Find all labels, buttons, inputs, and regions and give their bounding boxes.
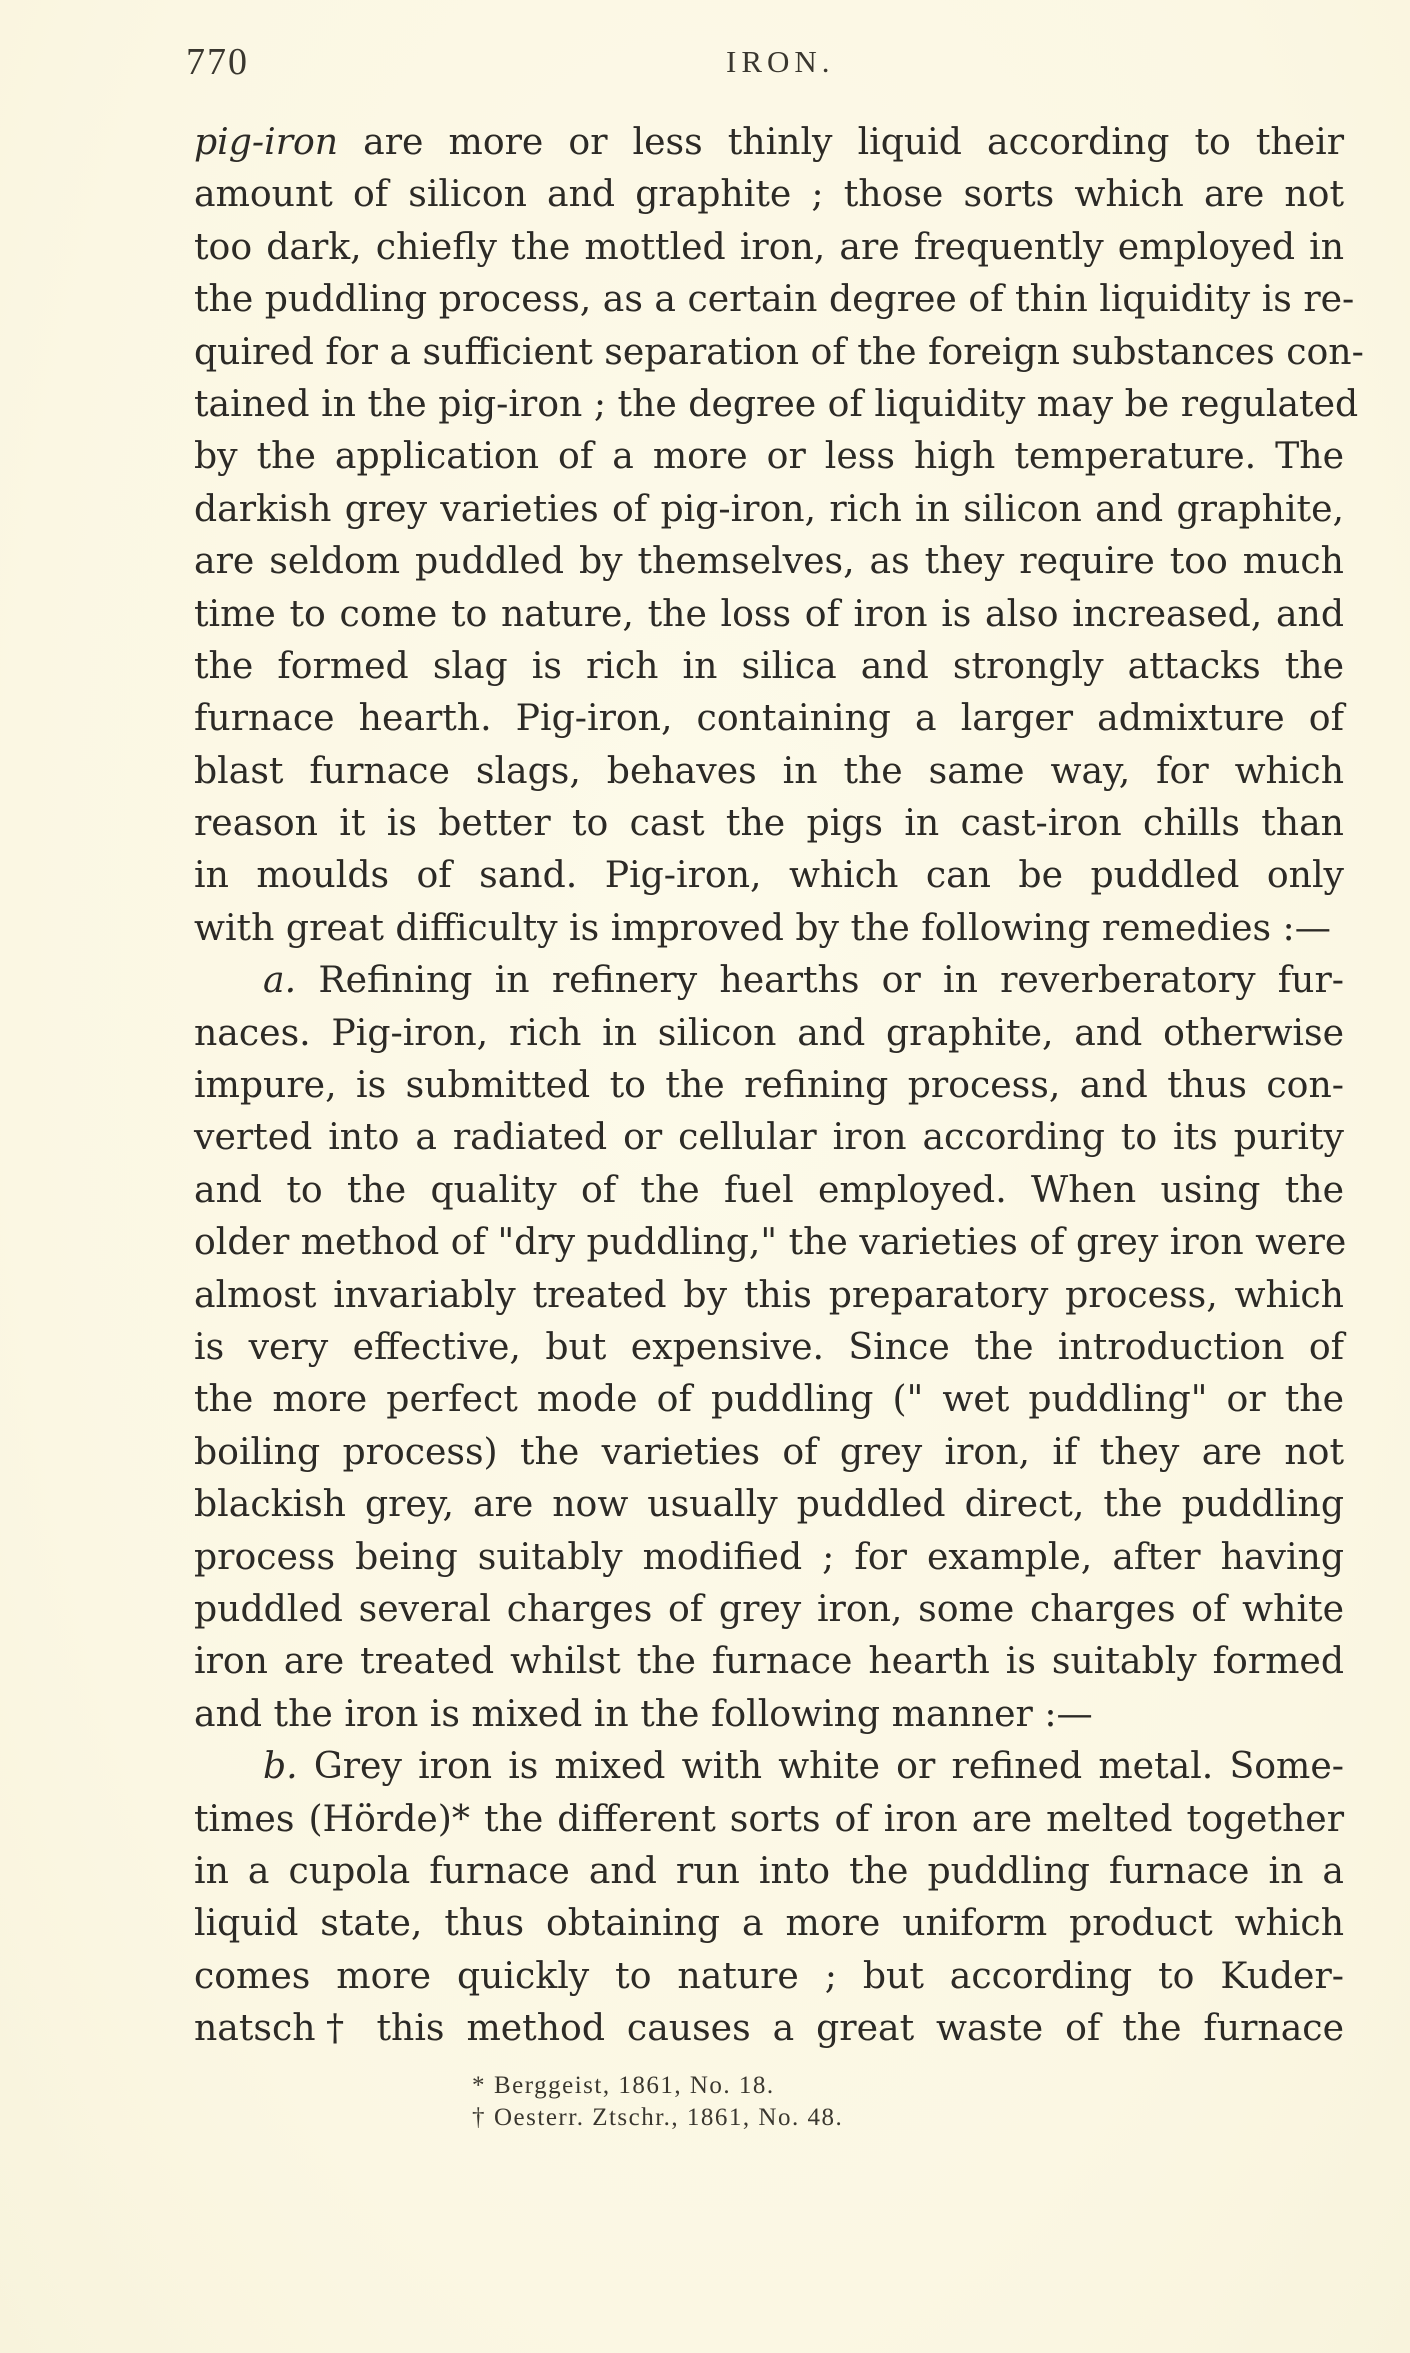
footnote: [472, 2070, 1172, 2102]
line-text: furnace hearth. Pig-iron, containing a larger admixture of: [194, 696, 1344, 740]
line-text: tained in the pig-iron ; the degree of liquidity may be regulated: [194, 381, 1359, 425]
text-line: [194, 1111, 1344, 1163]
footnote-text: Oesterr. Ztschr., 1861, No. 48.: [494, 2104, 844, 2131]
line-text: process being suitably modified ; for example, after having: [194, 1534, 1344, 1578]
text-line: [194, 535, 1344, 587]
text-line: [194, 221, 1344, 273]
italic-lead: b.: [263, 1744, 298, 1788]
footnote: [472, 2102, 1172, 2134]
text-line: [194, 1635, 1344, 1687]
line-text: comes more quickly to nature ; but according to Kuder-: [194, 1953, 1344, 1997]
text-line: [194, 1688, 1344, 1740]
line-text: and the iron is mixed in the following manner :—: [194, 1691, 1093, 1735]
text-line: [194, 1950, 1344, 2002]
body-text: [194, 116, 1364, 2054]
text-line: [194, 954, 1344, 1006]
text-line: [194, 1897, 1344, 1949]
text-line: [194, 902, 1344, 954]
line-text: by the application of a more or less high temperature. The: [194, 434, 1344, 478]
text-line: [194, 797, 1344, 849]
line-text: is very effective, but expensive. Since the introduction of: [194, 1324, 1344, 1368]
page-header: [186, 40, 1346, 90]
line-text: older method of "dry puddling," the varieties of grey iron were: [194, 1220, 1347, 1264]
line-text: quired for a sufficient separation of the foreign substances con-: [194, 329, 1364, 373]
line-text: boiling process) the varieties of grey iron, if they are not: [194, 1429, 1344, 1473]
text-line: [194, 326, 1364, 378]
italic-lead: a.: [263, 958, 297, 1002]
text-line: [194, 1426, 1344, 1478]
text-line: [194, 2002, 1344, 2054]
text-line: [194, 588, 1344, 640]
footnote-mark: †: [472, 2104, 486, 2131]
line-text: verted into a radiated or cellular iron according to its purity: [194, 1115, 1344, 1159]
line-text: reason it is better to cast the pigs in cast-iron chills than: [194, 801, 1344, 845]
text-line: [194, 378, 1359, 430]
line-text: amount of silicon and graphite ; those sorts which are not: [194, 172, 1344, 216]
text-line: [194, 1740, 1344, 1792]
text-line: [194, 745, 1344, 797]
line-text: darkish grey varieties of pig-iron, rich in silicon and graphite,: [194, 486, 1344, 530]
line-text: time to come to nature, the loss of iron is also increased, and: [194, 591, 1344, 635]
running-head: IRON.: [726, 44, 835, 79]
italic-lead: pig-iron: [194, 120, 339, 163]
footnote-mark: *: [472, 2072, 486, 2099]
line-text: and to the quality of the fuel employed. When using the: [194, 1167, 1344, 1211]
line-text: the formed slag is rich in silica and strongly attacks the: [194, 643, 1344, 687]
line-text: iron are treated whilst the furnace hearth is suitably formed: [194, 1639, 1344, 1683]
text-line: [194, 692, 1344, 744]
text-line: [194, 849, 1344, 901]
text-line: [194, 168, 1344, 220]
text-line: [194, 1583, 1344, 1635]
line-text: impure, is submitted to the refining process, and thus con-: [194, 1063, 1344, 1107]
line-text: Grey iron is mixed with white or refined metal. Some-: [297, 1744, 1344, 1788]
text-line: [194, 1793, 1344, 1845]
text-line: [194, 116, 1344, 168]
line-text: almost invariably treated by this preparatory process, which: [194, 1272, 1344, 1316]
text-line: [194, 1007, 1344, 1059]
line-text: puddled several charges of grey iron, some charges of white: [194, 1586, 1344, 1630]
text-line: [194, 1216, 1347, 1268]
line-text: in a cupola furnace and run into the puddling furnace in a: [194, 1848, 1344, 1892]
line-text: with great difficulty is improved by the following remedies :—: [194, 905, 1331, 949]
text-line: [194, 430, 1344, 482]
text-line: [194, 1321, 1344, 1373]
text-line: [194, 1478, 1344, 1530]
line-text: times (Hörde)* the different sorts of iron are melted together: [194, 1796, 1344, 1840]
text-line: [194, 1269, 1344, 1321]
text-line: [194, 1845, 1344, 1897]
text-line: [194, 1531, 1344, 1583]
footnotes: [472, 2070, 1172, 2134]
line-text: Refining in refinery hearths or in reverberatory fur-: [296, 958, 1344, 1002]
line-text: natsch† this method causes a great waste of the furnace: [194, 2006, 1344, 2050]
text-line: [194, 483, 1344, 535]
text-line: [194, 273, 1355, 325]
text-line: [194, 1164, 1344, 1216]
line-text: are more or less thinly liquid according to their: [338, 120, 1344, 163]
line-text: are seldom puddled by themselves, as they require too much: [194, 539, 1344, 583]
line-text: liquid state, thus obtaining a more uniform product which: [194, 1901, 1344, 1945]
text-line: [194, 1373, 1344, 1425]
line-text: the more perfect mode of puddling (" wet puddling" or the: [194, 1377, 1344, 1421]
line-text: in moulds of sand. Pig-iron, which can be puddled only: [194, 853, 1344, 897]
footnote-text: Berggeist, 1861, No. 18.: [494, 2072, 775, 2099]
line-text: the puddling process, as a certain degree of thin liquidity is re-: [194, 277, 1355, 321]
page-number: 770: [186, 41, 249, 83]
line-text: naces. Pig-iron, rich in silicon and graphite, and otherwise: [194, 1010, 1344, 1054]
text-line: [194, 640, 1344, 692]
text-line: [194, 1059, 1344, 1111]
line-text: blast furnace slags, behaves in the same way, for which: [194, 748, 1344, 792]
line-text: blackish grey, are now usually puddled direct, the puddling: [194, 1482, 1344, 1526]
line-text: too dark, chiefly the mottled iron, are frequently employed in: [194, 224, 1344, 268]
